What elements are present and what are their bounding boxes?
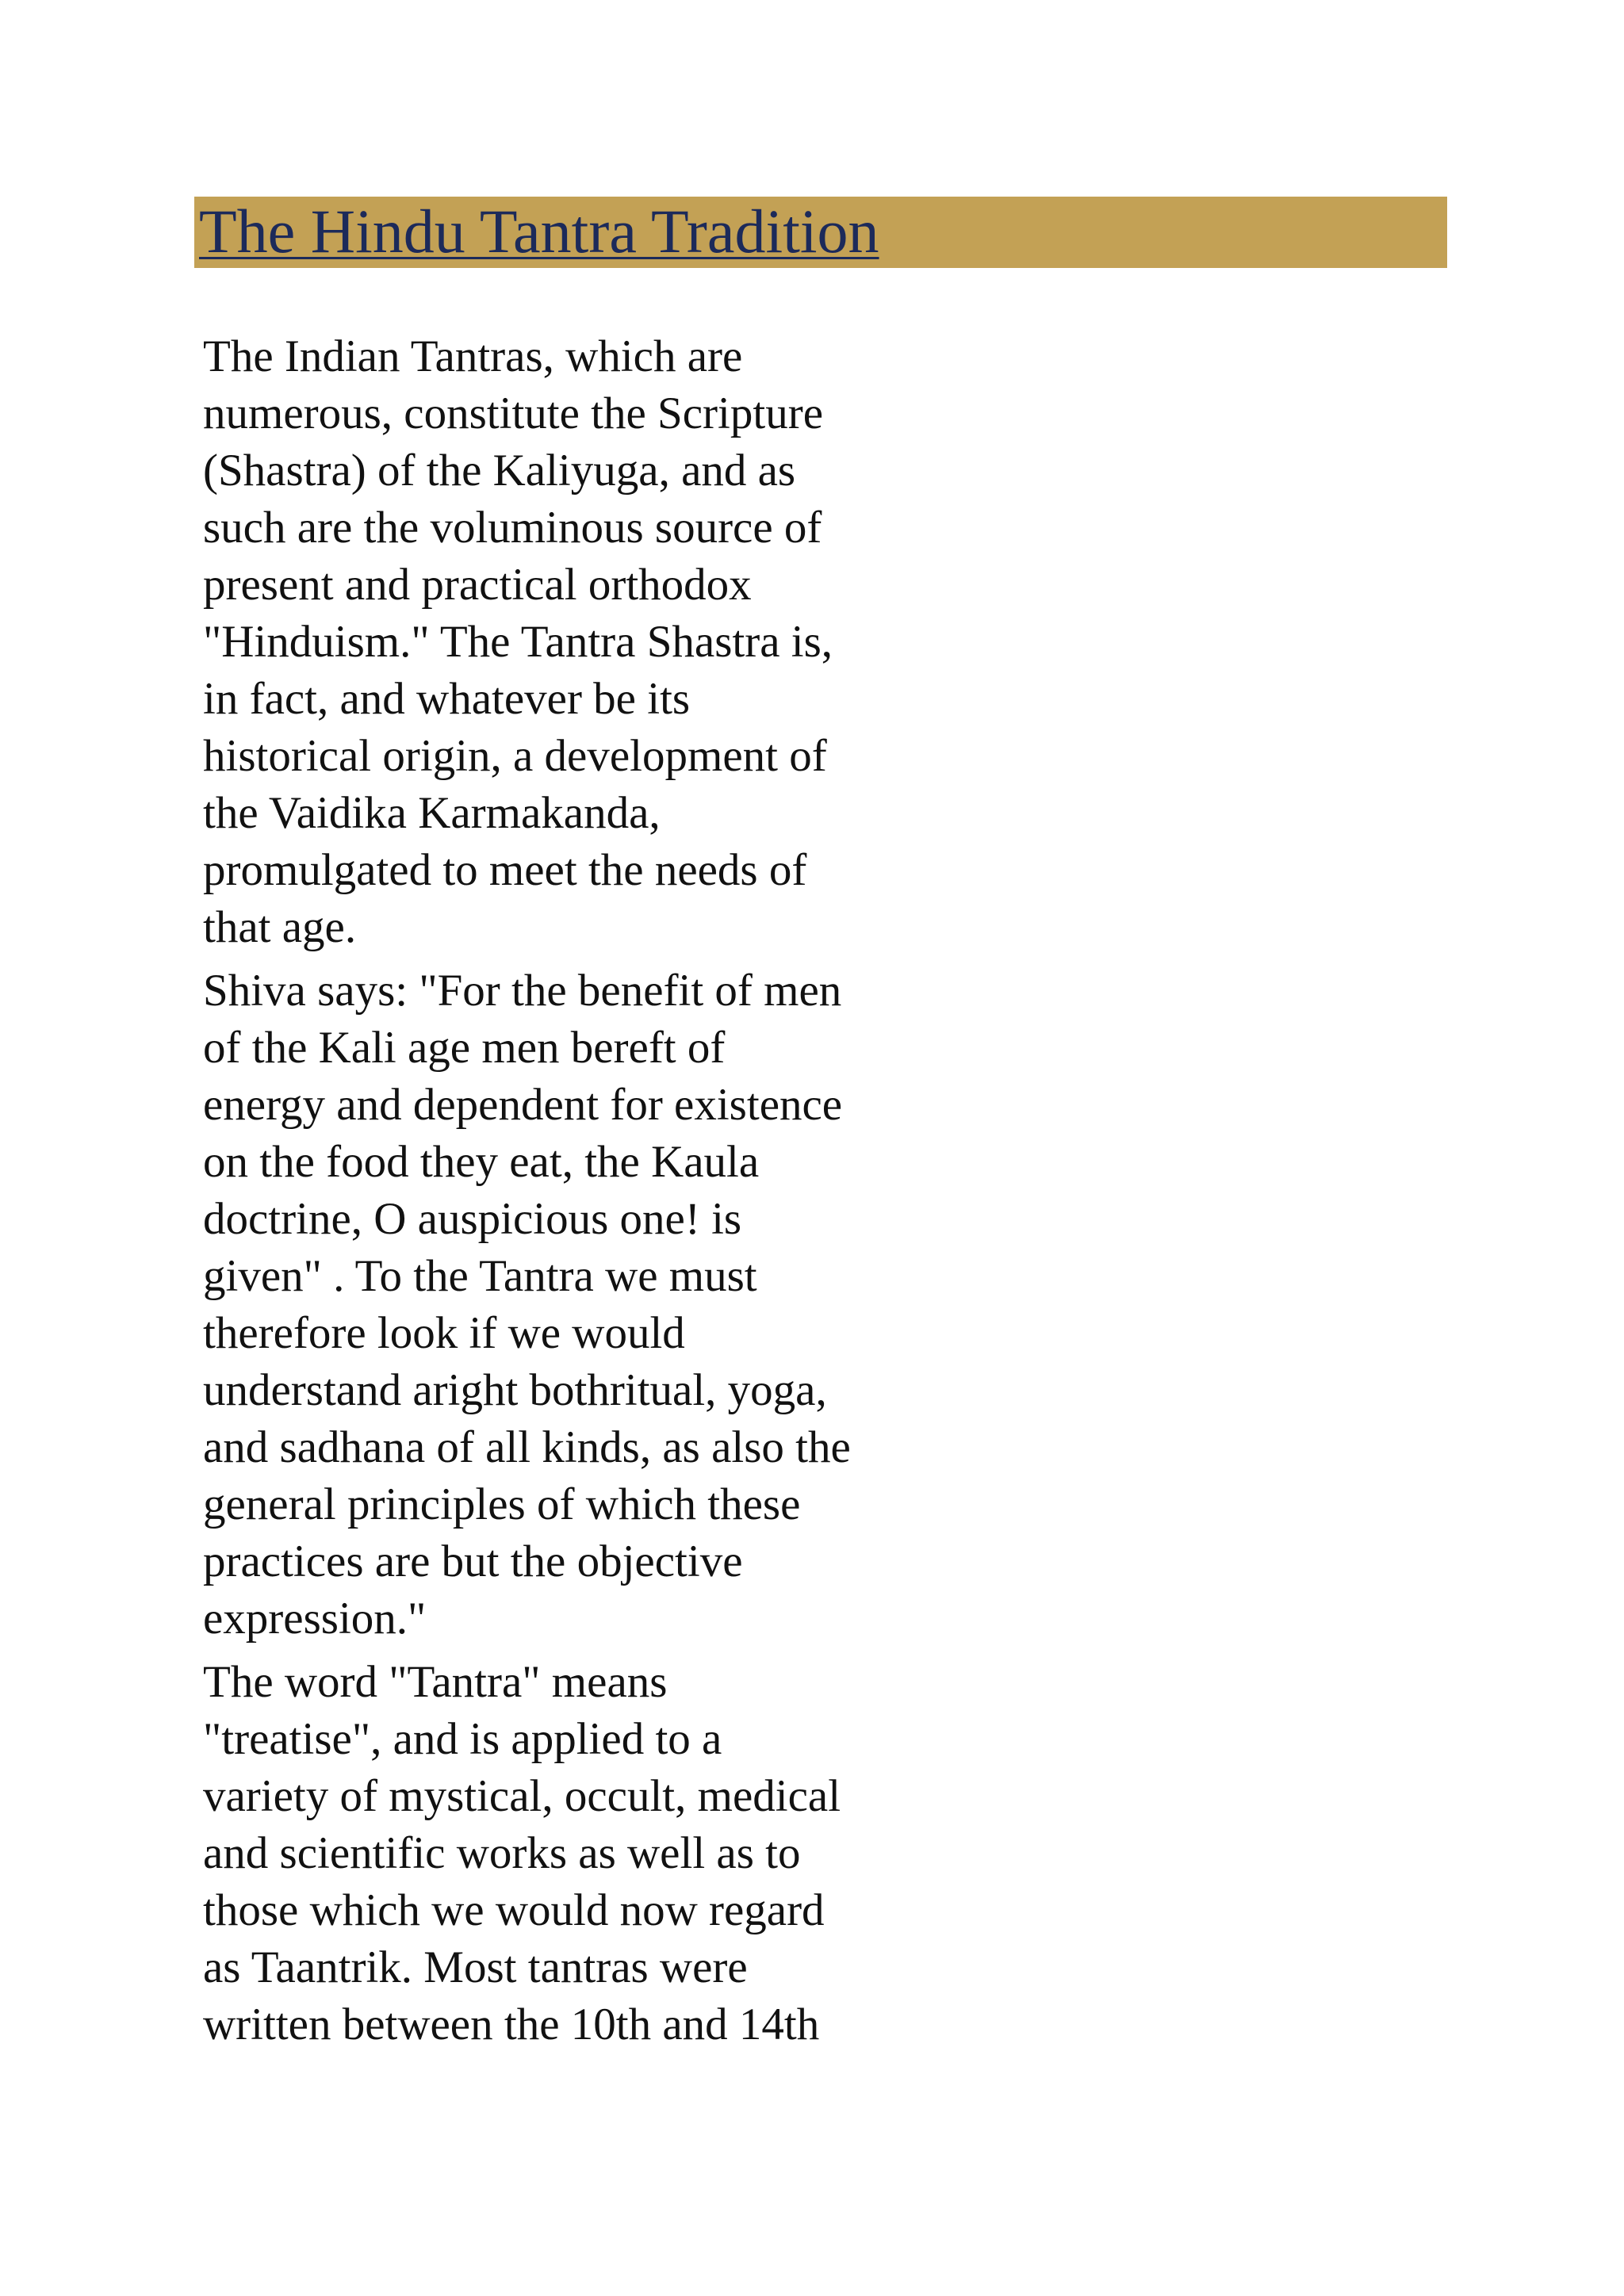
text-line: (Shastra) of the Kaliyuga, and as xyxy=(203,446,796,496)
text-line: and scientific works as well as to xyxy=(203,1828,801,1878)
paragraph-2 xyxy=(203,962,996,1647)
text-line: energy and dependent for existence xyxy=(203,1080,843,1130)
text-line: as Taantrik. Most tantras were xyxy=(203,1942,748,1992)
text-line: given" . To the Tantra we must xyxy=(203,1251,757,1301)
text-line: "Hinduism." The Tantra Shastra is, xyxy=(203,617,833,667)
paragraph-1 xyxy=(203,328,996,956)
text-line: practices are but the objective xyxy=(203,1536,743,1586)
text-line: written between the 10th and 14th xyxy=(203,1999,820,2049)
text-line: in fact, and whatever be its xyxy=(203,674,691,724)
text-line: understand aright bothritual, yoga, xyxy=(203,1365,827,1415)
text-line: and sadhana of all kinds, as also the xyxy=(203,1422,851,1472)
paragraph-3 xyxy=(203,1654,996,2053)
text-line: that age. xyxy=(203,902,357,952)
text-line: The word "Tantra" means xyxy=(203,1657,668,1707)
text-line: Shiva says: "For the benefit of men xyxy=(203,966,842,1016)
text-line: promulgated to meet the needs of xyxy=(203,845,807,895)
text-line: numerous, constitute the Scripture xyxy=(203,388,823,438)
text-line: present and practical orthodox xyxy=(203,560,752,610)
text-line: such are the voluminous source of xyxy=(203,503,822,553)
page-title[interactable]: The Hindu Tantra Tradition xyxy=(199,197,879,266)
text-line: on the food they eat, the Kaula xyxy=(203,1137,760,1187)
text-line: "treatise", and is applied to a xyxy=(203,1714,722,1764)
text-line: the Vaidika Karmakanda, xyxy=(203,788,661,838)
text-line: doctrine, O auspicious one! is xyxy=(203,1194,742,1244)
body-text xyxy=(203,328,996,2060)
text-line: variety of mystical, occult, medical xyxy=(203,1771,841,1821)
text-line: those which we would now regard xyxy=(203,1885,825,1935)
text-line: historical origin, a development of xyxy=(203,731,827,781)
text-line: general principles of which these xyxy=(203,1479,801,1529)
text-line: therefore look if we would xyxy=(203,1308,685,1358)
text-line: expression." xyxy=(203,1594,427,1644)
text-line: of the Kali age men bereft of xyxy=(203,1023,726,1073)
text-line: The Indian Tantras, which are xyxy=(203,331,743,381)
